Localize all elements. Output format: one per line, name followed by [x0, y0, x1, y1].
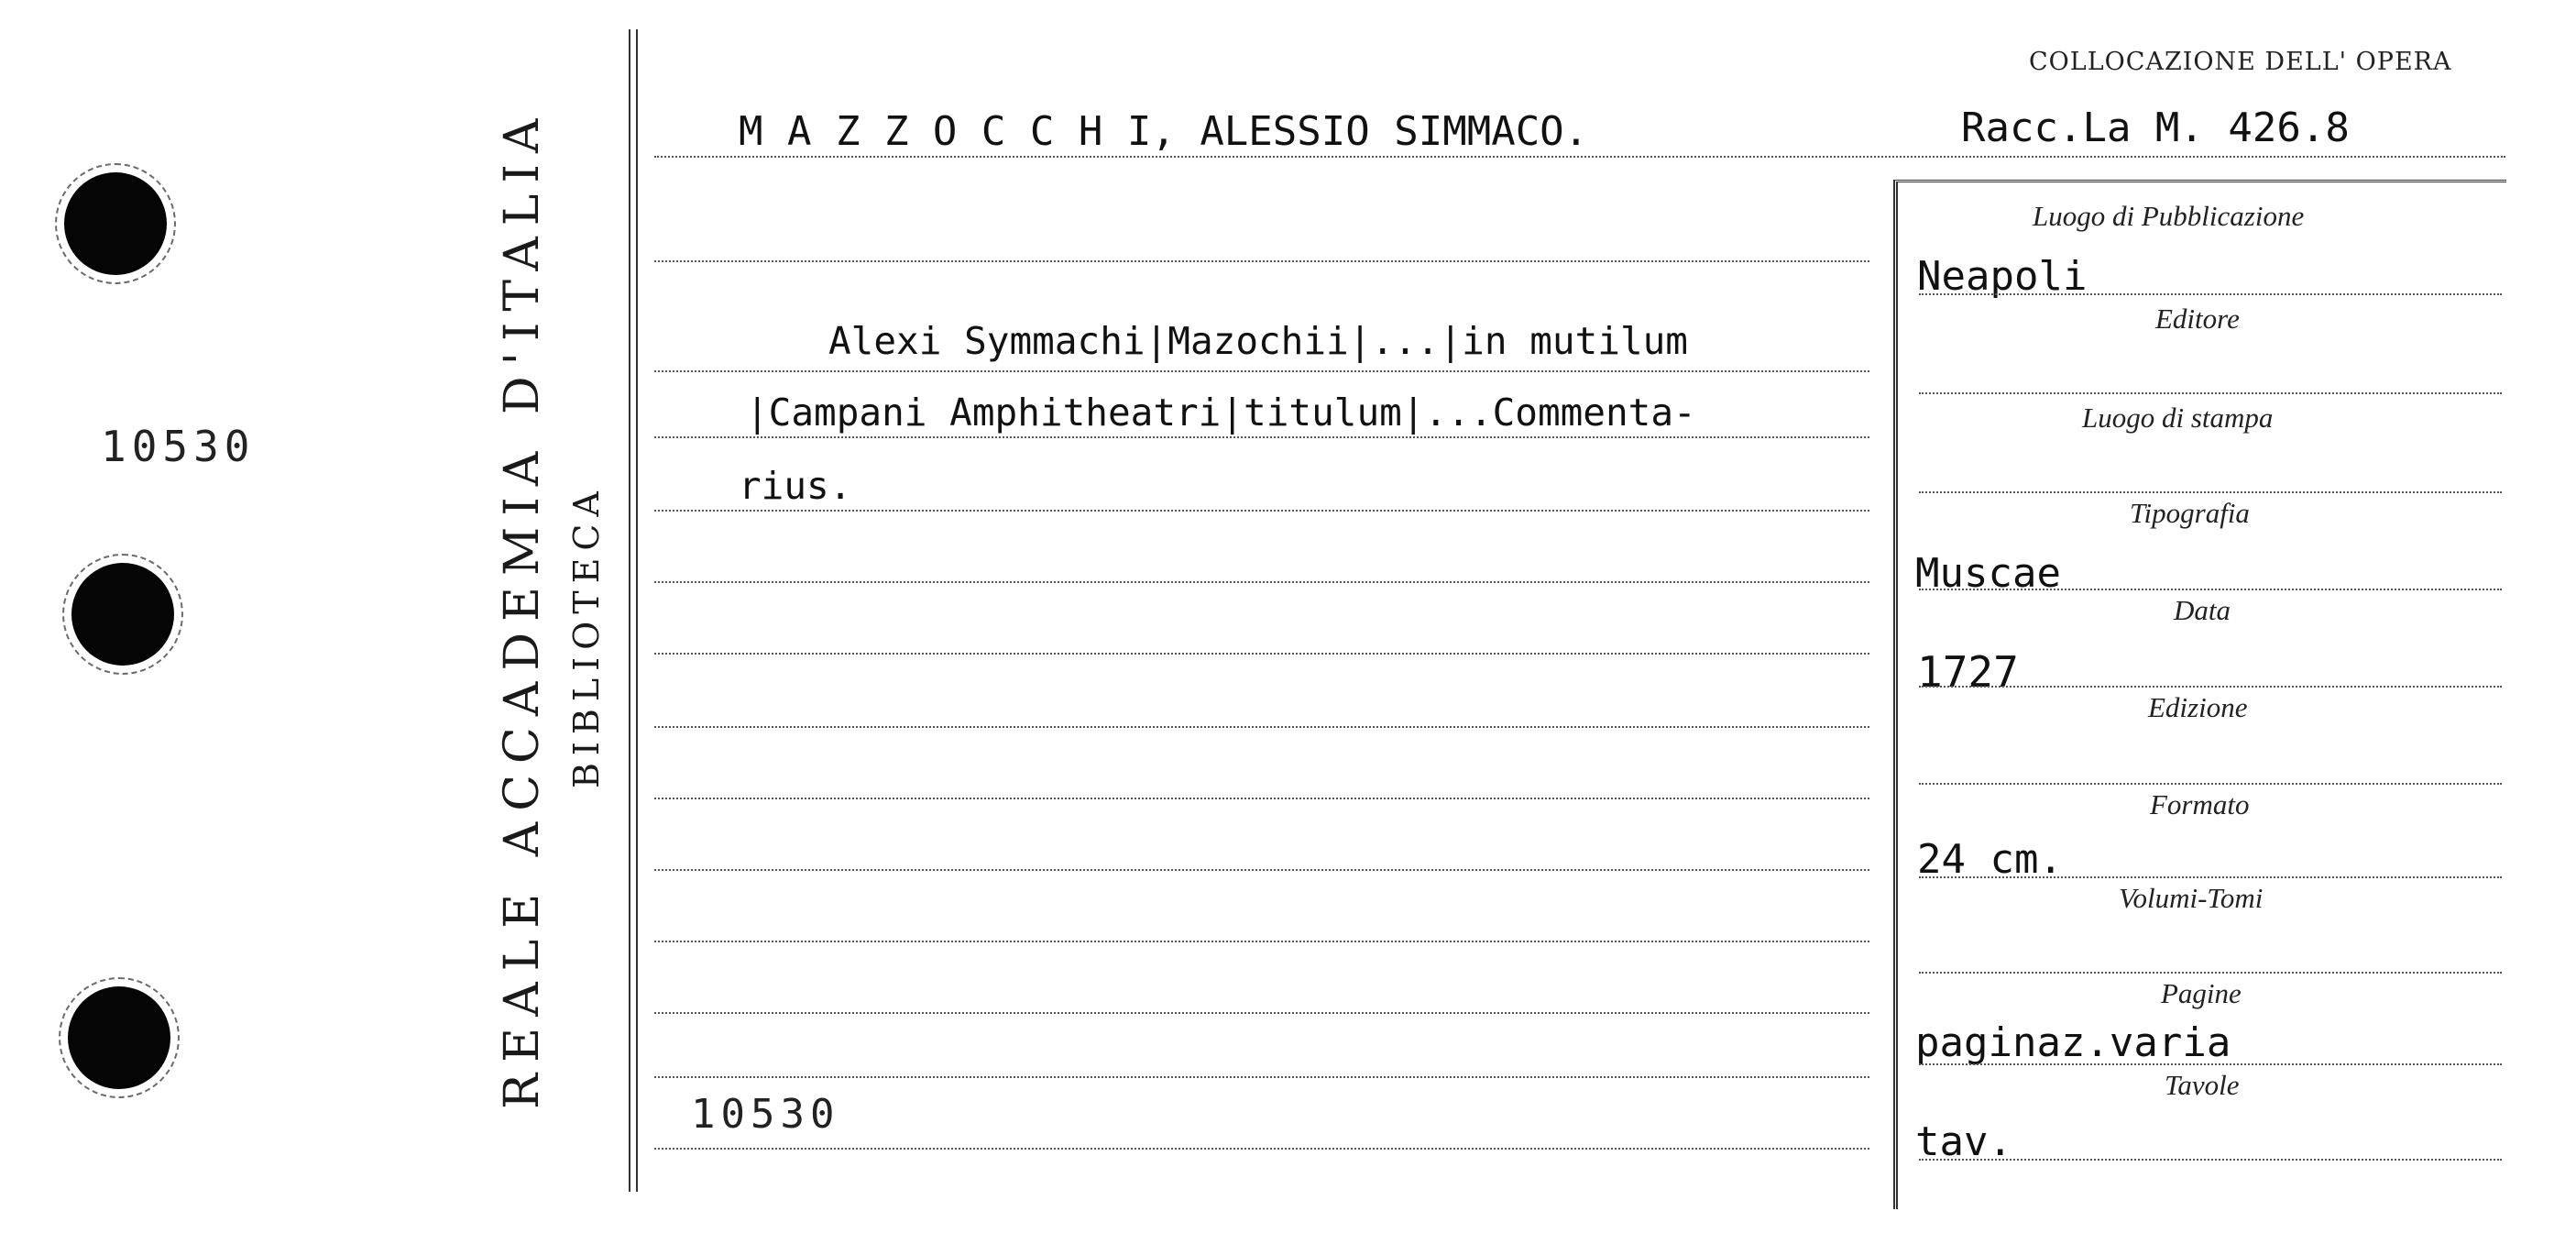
value-pagine: paginaz.varia	[1915, 1019, 2231, 1066]
label-editore: Editore	[2155, 303, 2240, 335]
label-volumi-tomi: Volumi-Tomi	[2119, 882, 2264, 914]
left-margin-rule-a	[629, 29, 630, 1192]
collocation-header: COLLOCAZIONE DELL' OPERA	[2029, 48, 2452, 76]
rule-tavole	[1919, 1159, 2502, 1161]
rule-luogo-pubblicazione	[1919, 293, 2502, 295]
main-rule-3	[654, 370, 1869, 372]
label-pagine: Pagine	[2161, 977, 2242, 1009]
label-data: Data	[2174, 594, 2231, 626]
collocation-value: Racc.La M. 426.8	[1961, 105, 2350, 151]
label-tipografia: Tipografia	[2130, 497, 2250, 529]
rule-pagine	[1919, 1063, 2502, 1065]
rule-formato	[1919, 876, 2502, 878]
rule-luogo-stampa	[1919, 491, 2502, 493]
label-formato: Formato	[2150, 788, 2250, 820]
left-margin-rule-b	[636, 29, 638, 1192]
main-rule-14	[654, 1148, 1869, 1150]
title-line-2: |Campani Amphitheatri|titulum|...Commenta-	[746, 391, 1696, 435]
value-formato: 24 cm.	[1917, 836, 2063, 883]
main-rule-9	[654, 798, 1869, 799]
main-rule-2	[654, 260, 1869, 262]
value-data: 1727	[1917, 647, 2019, 697]
main-rule-13	[654, 1076, 1869, 1078]
main-rule-1	[654, 156, 2505, 158]
rule-edizione	[1919, 783, 2502, 785]
title-line-3: rius.	[739, 464, 852, 508]
punch-hole-top	[64, 172, 167, 275]
title-line-1: Alexi Symmachi|Mazochii|...|in mutilum	[828, 319, 1688, 363]
label-luogo-stampa: Luogo di stampa	[2082, 402, 2274, 434]
value-luogo-pubblicazione: Neapoli	[1917, 253, 2088, 300]
rule-data	[1919, 686, 2502, 688]
main-rule-10	[654, 869, 1869, 871]
main-rule-5	[654, 510, 1869, 512]
punch-hole-middle	[71, 563, 174, 666]
label-luogo-pubblicazione: Luogo di Pubblicazione	[2033, 200, 2305, 232]
main-rule-6	[654, 581, 1869, 583]
bottom-catalog-number: 10530	[691, 1091, 840, 1138]
rule-editore	[1919, 392, 2502, 394]
value-tavole: tav.	[1915, 1118, 2012, 1165]
main-rule-8	[654, 726, 1869, 728]
main-rule-11	[654, 941, 1869, 942]
main-rule-12	[654, 1012, 1869, 1014]
rule-tipografia	[1919, 589, 2502, 590]
side-catalog-number: 10530	[101, 422, 256, 471]
punch-hole-bottom	[68, 986, 170, 1089]
value-tipografia: Muscae	[1915, 550, 2061, 597]
vertical-institution-title: REALE ACCADEMIA D'ITALIA	[495, 107, 550, 1109]
vertical-library-subtitle: BIBLIOTECA	[566, 484, 607, 788]
main-rule-7	[654, 653, 1869, 655]
author-heading: M A Z Z O C C H I, ALESSIO SIMMACO.	[739, 108, 1589, 155]
label-tavole: Tavole	[2165, 1069, 2240, 1101]
main-rule-4	[654, 436, 1869, 438]
rule-volumi-tomi	[1919, 972, 2502, 974]
label-edizione: Edizione	[2148, 691, 2248, 723]
